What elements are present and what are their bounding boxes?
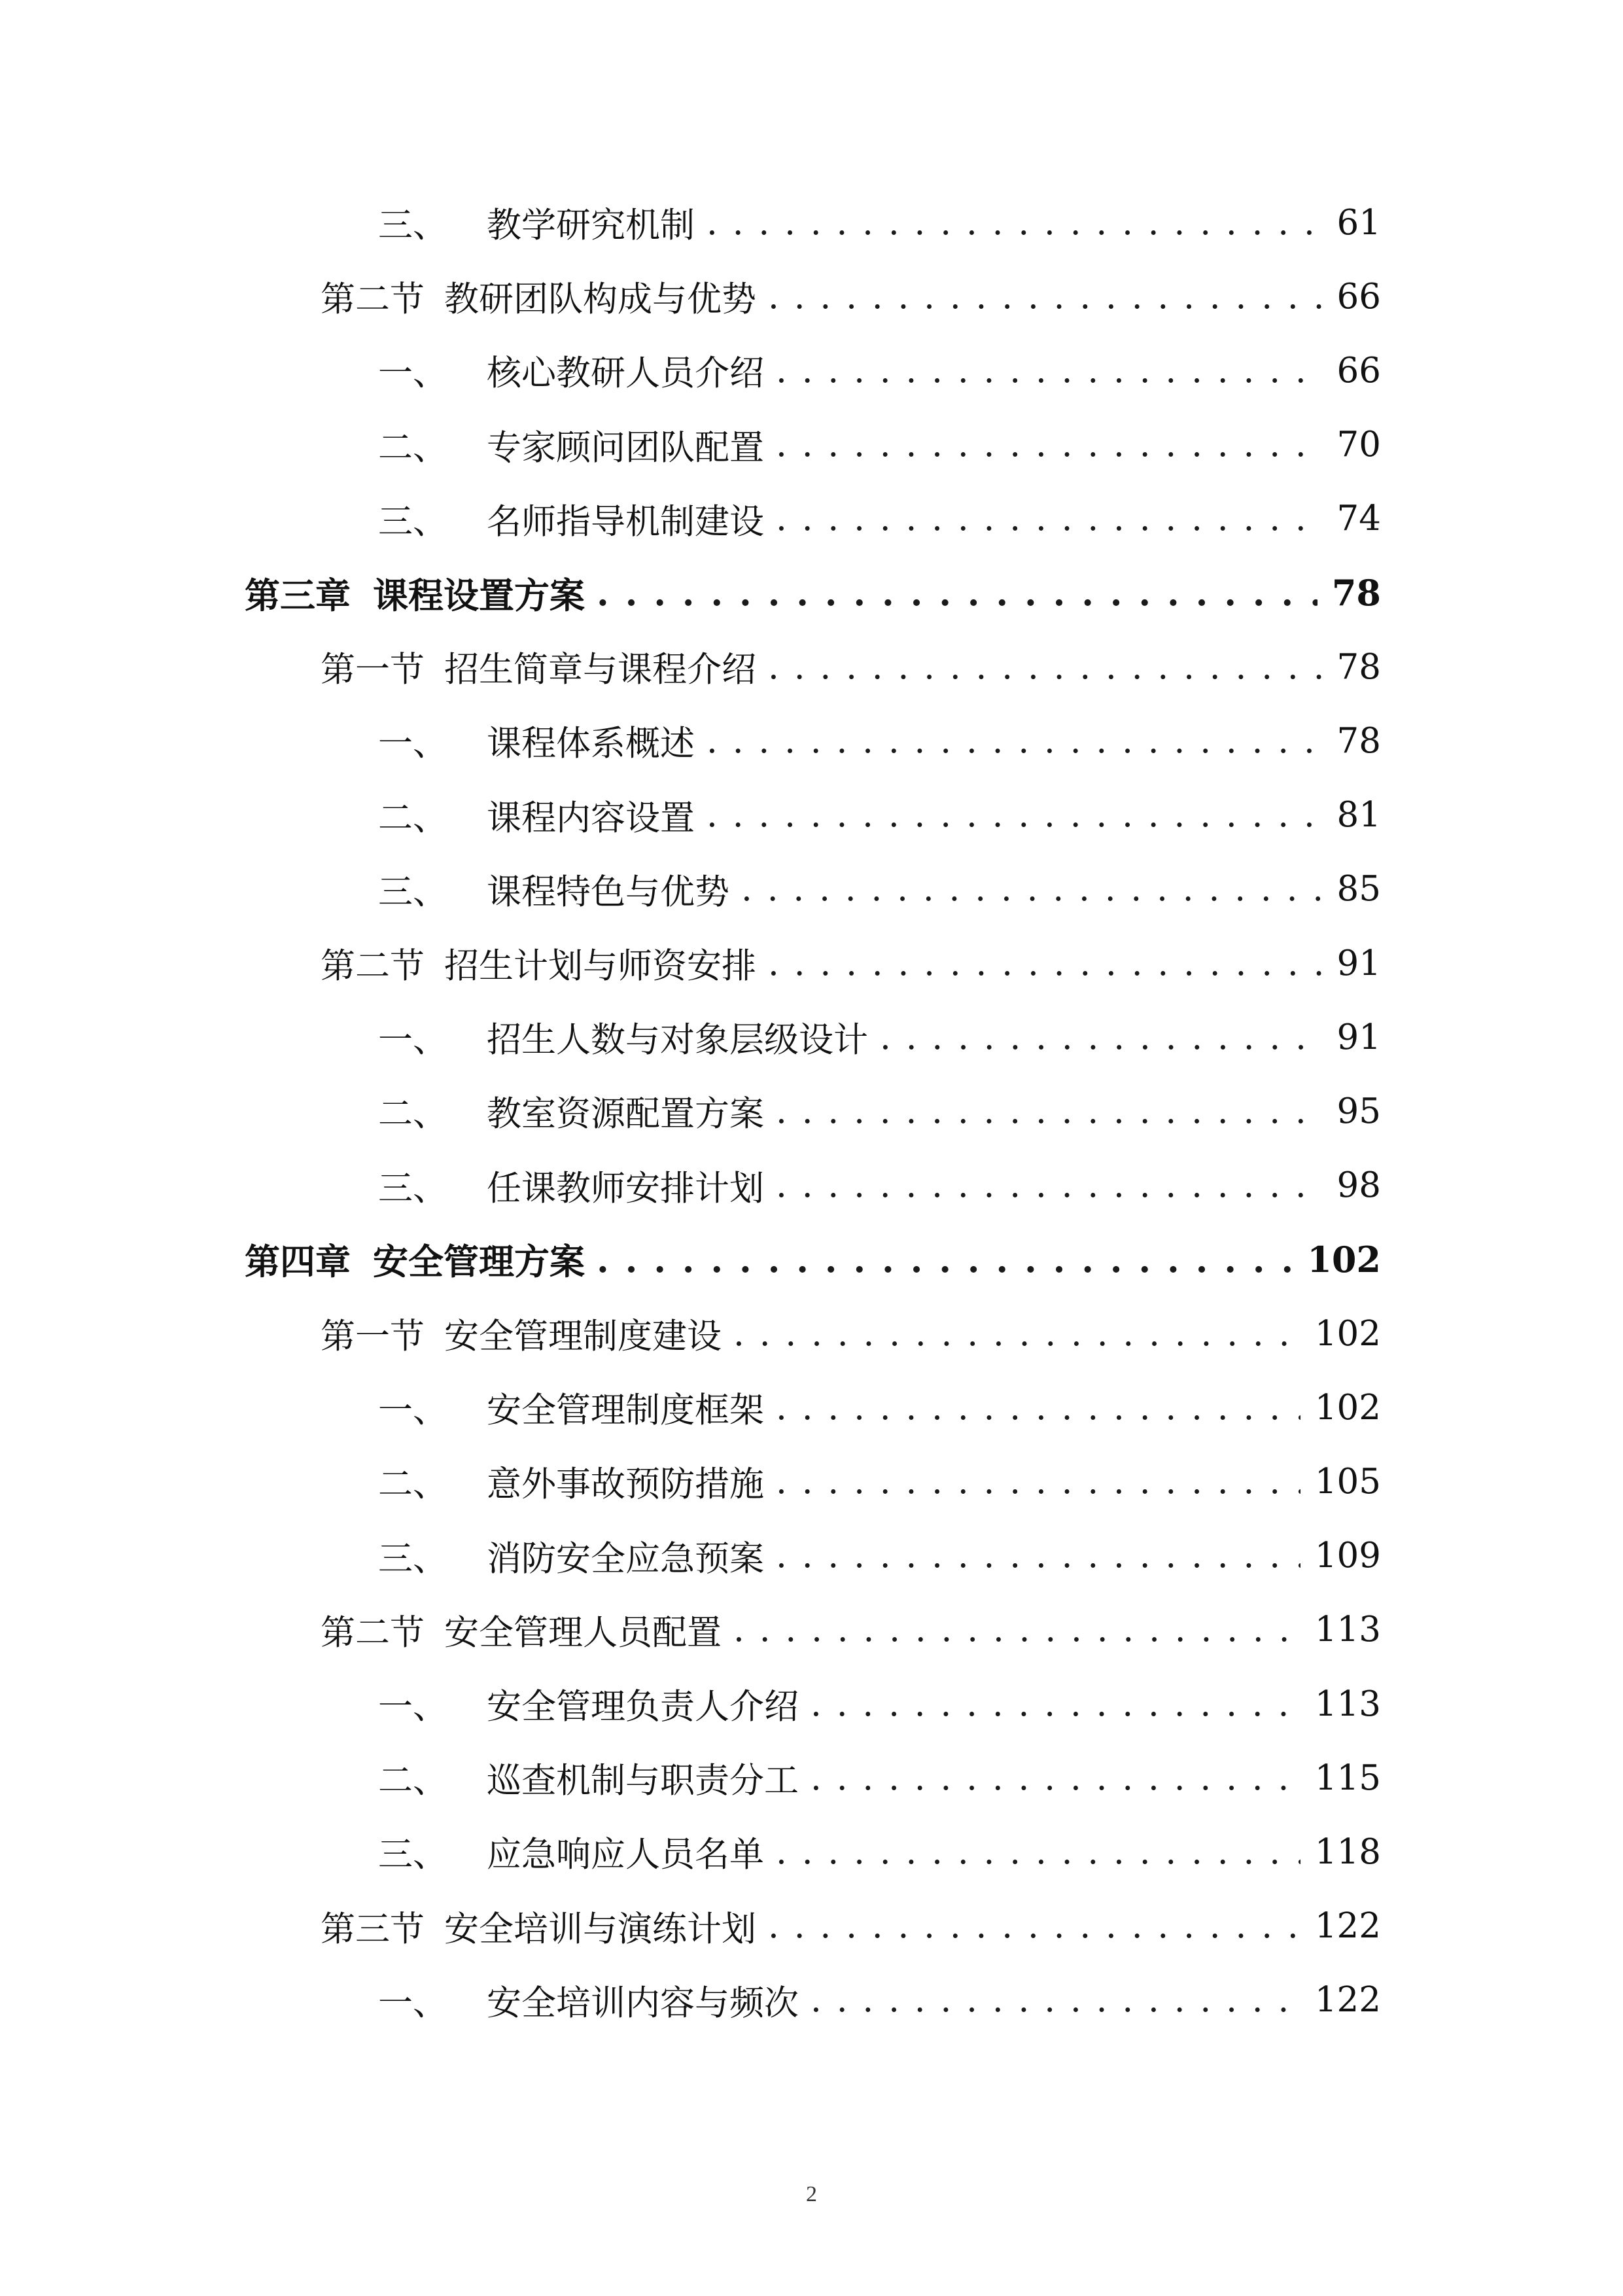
toc-entry-number: 二、 [378,1464,447,1505]
toc-entry-title: 安全培训与演练计划 [444,1909,756,1949]
toc-entry-title: 安全管理制度框架 [487,1390,764,1431]
toc-entry-item[interactable] [378,415,1381,474]
toc-entry-number: 三、 [378,205,447,245]
toc-entry-page: 102 [1307,1238,1381,1280]
toc-entry-title: 课程体系概述 [487,724,695,764]
toc-dot-leader [880,1017,1323,1057]
toc-entry-title: 意外事故预防措施 [487,1464,764,1505]
toc-entry-page: 91 [1336,1017,1381,1057]
toc-entry-page: 95 [1336,1091,1381,1131]
toc-dot-leader [776,425,1323,465]
toc-dot-leader [776,499,1323,539]
toc-entry-page: 122 [1314,1980,1381,2021]
toc-dot-leader [768,277,1323,317]
toc-entry-number: 二、 [378,427,447,468]
toc-entry-number: 一、 [378,1390,447,1431]
toc-entry-page: 66 [1336,350,1381,391]
toc-entry-title: 安全管理制度建设 [444,1316,722,1356]
toc-dot-leader [776,351,1323,391]
toc-entry-number: 第一节 [321,1316,425,1356]
toc-entry-item[interactable] [378,1452,1381,1511]
toc-dot-leader [707,721,1323,761]
toc-entry-section[interactable] [321,267,1381,326]
toc-entry-number: 第三节 [321,1909,425,1949]
toc-dot-leader [768,647,1323,687]
toc-entry-title: 安全管理负责人介绍 [487,1687,799,1727]
toc-entry-item[interactable] [378,341,1381,400]
toc-entry-number: 第二节 [321,279,425,320]
toc-entry-number: 二、 [378,1761,447,1801]
toc-dot-leader [776,1165,1323,1205]
toc-entry-page: 78 [1336,720,1381,761]
toc-dot-leader [707,795,1323,835]
toc-entry-number: 三、 [378,872,447,912]
toc-entry-title: 教研团队构成与优势 [444,279,756,320]
toc-dot-leader [811,1980,1300,2020]
toc-entry-number: 三、 [378,1835,447,1875]
toc-entry-chapter[interactable] [245,563,1381,622]
toc-entry-number: 三、 [378,1538,447,1579]
toc-entry-page: 61 [1336,202,1381,243]
toc-entry-section[interactable] [321,1600,1381,1659]
toc-entry-item[interactable] [378,860,1381,919]
toc-entry-page: 91 [1336,943,1381,983]
toc-entry-number: 三、 [378,501,447,542]
toc-entry-item[interactable] [378,1674,1381,1733]
toc-entry-section[interactable] [321,934,1381,993]
toc-dot-leader [707,203,1323,243]
toc-entry-number: 二、 [378,1094,447,1135]
toc-entry-number: 一、 [378,353,447,394]
toc-entry-item[interactable] [378,1527,1381,1585]
toc-entry-chapter[interactable] [245,1230,1381,1289]
toc-dot-leader [733,1610,1300,1650]
toc-entry-item[interactable] [378,786,1381,845]
toc-entry-title: 名师指导机制建设 [487,501,764,542]
toc-entry-number: 第二节 [321,1612,425,1653]
toc-entry-number: 一、 [378,724,447,764]
toc-entry-item[interactable] [378,1971,1381,2030]
toc-entry-page: 102 [1314,1387,1381,1428]
toc-dot-leader [811,1684,1300,1724]
toc-entry-number: 一、 [378,1687,447,1727]
toc-entry-item[interactable] [378,1082,1381,1140]
toc-entry-title: 专家顾问团队配置 [487,427,764,468]
toc-entry-item[interactable] [378,1822,1381,1881]
toc-entry-title: 招生简章与课程介绍 [444,650,756,690]
toc-entry-number: 一、 [378,1983,447,2023]
toc-entry-page: 78 [1336,646,1381,687]
toc-entry-page: 113 [1314,1684,1381,1724]
toc-entry-number: 第三章 [245,574,351,616]
toc-dot-leader [597,1239,1293,1280]
toc-dot-leader [733,1314,1300,1354]
toc-entry-title: 消防安全应急预案 [487,1538,764,1579]
toc-entry-item[interactable] [378,1748,1381,1807]
toc-entry-page: 105 [1314,1461,1381,1502]
toc-entry-number: 第一节 [321,650,425,690]
toc-entry-page: 118 [1314,1831,1381,1872]
toc-entry-page: 102 [1314,1313,1381,1354]
toc-dot-leader [768,944,1323,983]
toc-entry-item[interactable] [378,1378,1381,1437]
toc-entry-number: 三、 [378,1168,447,1209]
toc-entry-title: 任课教师安排计划 [487,1168,764,1209]
toc-dot-leader [776,1388,1300,1428]
toc-dot-leader [776,1832,1300,1872]
toc-entry-title: 安全培训内容与频次 [487,1983,799,2023]
toc-entry-title: 教室资源配置方案 [487,1094,764,1135]
toc-entry-item[interactable] [378,193,1381,252]
toc-entry-page: 78 [1331,572,1381,614]
toc-entry-item[interactable] [378,711,1381,770]
toc-entry-page: 115 [1314,1757,1381,1798]
toc-entry-title: 招生计划与师资安排 [444,946,756,986]
toc-entry-page: 113 [1314,1610,1381,1650]
toc-dot-leader [776,1536,1300,1576]
toc-entry-title: 课程特色与优势 [487,872,729,912]
toc-entry-title: 巡查机制与职责分工 [487,1761,799,1801]
toc-dot-leader [597,572,1318,614]
toc-entry-number: 一、 [378,1020,447,1061]
toc-dot-leader [811,1758,1300,1798]
toc-entry-title: 招生人数与对象层级设计 [487,1020,868,1061]
toc-entry-title: 核心教研人员介绍 [487,353,764,394]
toc-entry-item[interactable] [378,1156,1381,1215]
toc-dot-leader [768,1906,1300,1946]
toc-dot-leader [776,1091,1323,1131]
toc-entry-page: 81 [1336,795,1381,836]
toc-entry-page: 98 [1336,1165,1381,1206]
toc-entry-item[interactable] [378,1008,1381,1067]
toc-entry-section[interactable] [321,1304,1381,1363]
toc-entry-page: 85 [1336,869,1381,910]
toc-entry-number: 二、 [378,798,447,838]
page-number: 2 [806,2182,817,2206]
toc-entry-title: 课程内容设置 [487,798,695,838]
toc-entry-section[interactable] [321,1897,1381,1956]
toc-entry-title: 应急响应人员名单 [487,1835,764,1875]
toc-dot-leader [741,869,1323,909]
toc-entry-page: 70 [1336,425,1381,465]
toc-entry-title: 安全管理方案 [373,1241,585,1283]
toc-entry-page: 66 [1336,276,1381,317]
toc-entry-number: 第四章 [245,1241,351,1283]
toc-entry-page: 122 [1314,1906,1381,1947]
toc-entry-title: 教学研究机制 [487,205,695,245]
toc-entry-page: 109 [1314,1536,1381,1576]
toc-entry-section[interactable] [321,637,1381,696]
toc-entry-page: 74 [1336,499,1381,539]
toc-entry-number: 第二节 [321,946,425,986]
toc-entry-title: 安全管理人员配置 [444,1612,722,1653]
toc-entry-title: 课程设置方案 [373,574,585,616]
toc-entry-item[interactable] [378,489,1381,548]
toc-dot-leader [776,1462,1300,1502]
